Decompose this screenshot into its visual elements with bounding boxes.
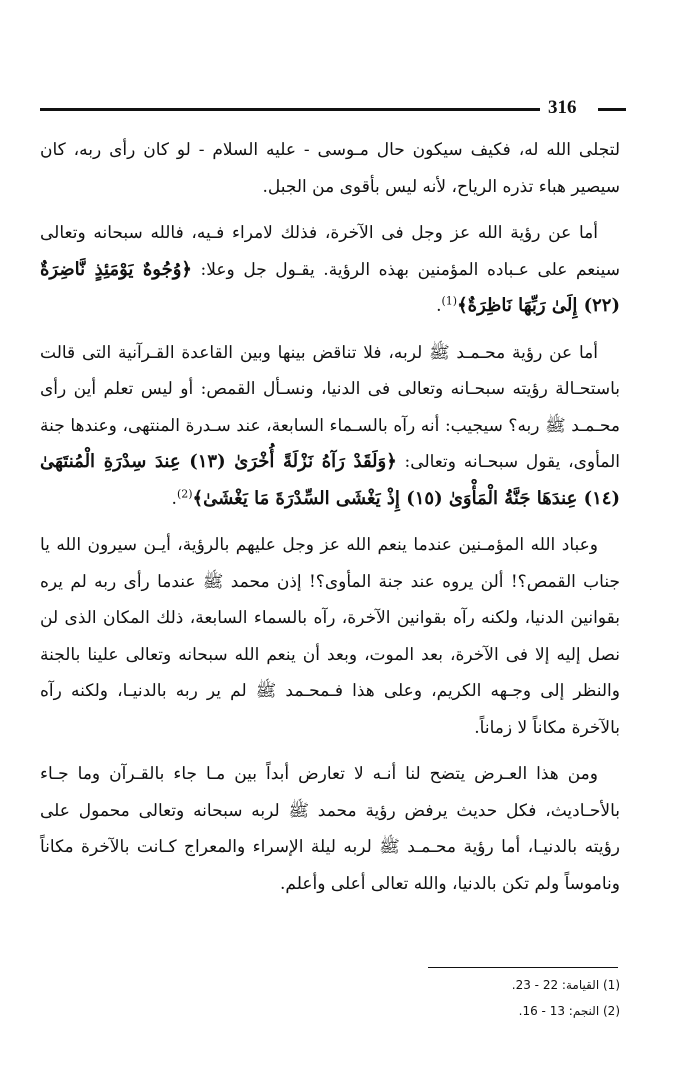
footnote-rule: [428, 967, 618, 968]
paragraph-1: [40, 132, 620, 205]
footnote-ref: (1): [441, 294, 458, 308]
main-text: [40, 132, 620, 912]
page-header: [40, 93, 626, 123]
paragraph-5: [40, 756, 620, 902]
paragraph-4: [40, 527, 620, 746]
quran-verse: ﴿وَلَقَدْ رَآهُ نَزْلَةً أُخْرَىٰ (١٣) عِندَ سِدْرَةِ الْمُنتَهَىٰ (١٤) عِندَهَا جَنَّةُ الْمَأْوَىٰ (١٥) إِذْ يَغْشَى السِّدْرَةَ مَا يَغْشَىٰ﴾: [40, 451, 620, 509]
paragraph-end: .: [436, 296, 442, 316]
paragraph-text: أما عن رؤية محـمـد ﷺ لربه، فلا تناقض بينها وبين القاعدة القـرآنية التى قالت باستحـالة رؤيته سبحـانه وتعالى فى الدنيا، ونسـأل القمص: أو ليس تعلم أين رأى محـمـد ﷺ ربه؟ سيجيب: أنه رآه بالسـماء السابعة، عند سـدرة المنتهى، وعندها جنة المأوى، يقول سبحـانه وتعالى:: [40, 342, 620, 472]
footnotes: [380, 972, 620, 1024]
paragraph-end: .: [171, 488, 177, 509]
footnote-2: (2) النجم: 13 - 16.: [518, 1004, 620, 1018]
header-rule: [40, 108, 540, 111]
page-number: 316: [548, 97, 577, 118]
paragraph-2: [40, 215, 620, 325]
footnote-1: (1) القيامة: 22 - 23.: [511, 978, 620, 992]
paragraph-text: ومن هذا العـرض يتضح لنا أنـه لا تعارض أبداً بين مـا جاء بالقـرآن وما جـاء بالأحـاديث، فكل حديث يرفض رؤية محمد ﷺ لربه سبحانه وتعالى محمول على رؤيته بالدنيـا، أما رؤية محـمـد ﷺ لربه ليلة الإسراء والمعراج كـانت بالآخرة مكاناً وناموساً ولم تكن بالدنيا، والله تعالى أعلى وأعلم.: [40, 764, 620, 894]
paragraph-text: وعباد الله المؤمـنين عندما ينعم الله عز وجل عليهم بالرؤية، أيـن سيرون الله يا جناب القمص؟! ألن يروه عند جنة المأوى؟! إذن محمد ﷺ عندما رأى ربه لم يره بقوانين الدنيا، ولكنه رآه بقوانين الآخرة، رآه بالسماء السابعة، ذلك المكان الذى لن نصل إليه إلا فى الآخرة، بعد الموت، وبعد أن ينعم الله سبحانه وتعالى علينا بالجنة والنظر إلى وجـهه الكريم، وعلى هذا فـمحـمد ﷺ لم ير ربه بالدنيـا، ولكنه رآه بالآخرة مكاناً لا زماناً.: [40, 535, 620, 738]
paragraph-text: لتجلى الله له، فكيف سيكون حال مـوسى - عليه السلام - لو كان رأى ربه، كان سيصير هباء تذره الرياح، لأنه ليس بأقوى من الجبل.: [40, 140, 620, 197]
quran-verse: ﴿وُجُوهٌ يَوْمَئِذٍ نَّاضِرَةٌ (٢٢) إِلَىٰ رَبِّهَا نَاظِرَةٌ﴾: [40, 258, 620, 316]
header-rule-short: [598, 108, 626, 111]
paragraph-3: [40, 335, 620, 518]
paragraph-text: أما عن رؤية الله عز وجل فى الآخرة، فذلك لامراء فـيه، فالله سبحانه وتعالى سينعم على عـباده المؤمنين بهذه الرؤية. يقـول جل وعلا:: [40, 223, 620, 280]
footnote-ref: (2): [176, 486, 193, 500]
